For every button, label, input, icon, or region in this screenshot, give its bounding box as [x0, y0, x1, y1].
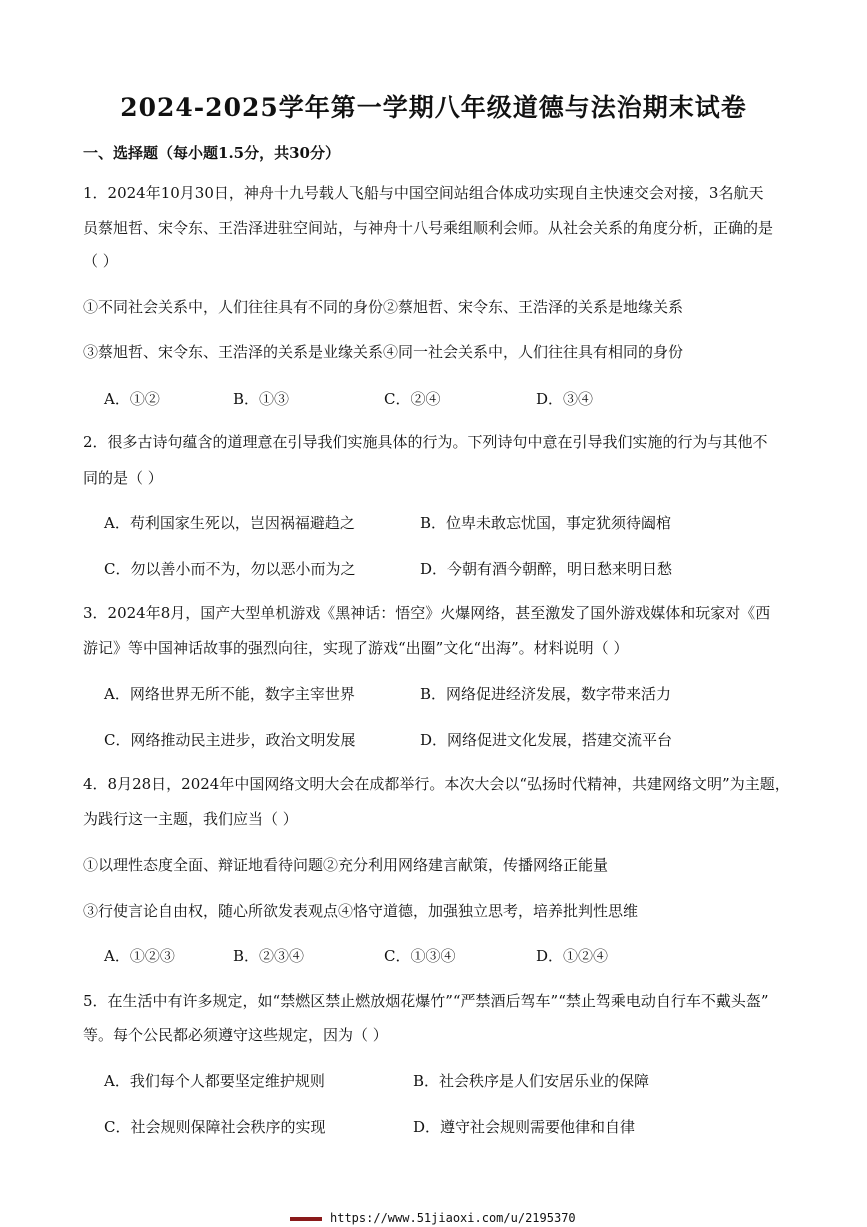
q5-text-line-2: 等。每个公民都必须遵守这些规定，因为（ ）	[83, 1026, 388, 1044]
q5-option-b[interactable]: B．社会秩序是人们安居乐业的保障	[413, 1072, 650, 1090]
q4-statement-1: ①以理性态度全面、辩证地看待问题②充分利用网络建言献策，传播网络正能量	[83, 856, 609, 874]
footer-url[interactable]: https://www.51jiaoxi.com/u/2195370	[330, 1211, 576, 1225]
q4-option-a[interactable]: A．①②③	[104, 947, 175, 965]
q4-text-line-1: 4．8月28日，2024年中国网络文明大会在成都举行。本次大会以“弘扬时代精神，共建网络文明”为主题，	[83, 775, 790, 793]
q5-text-line-1: 5．在生活中有许多规定，如“禁燃区禁止燃放烟花爆竹”“严禁酒后驾车”“禁止驾乘电动自行车不戴头盔”	[83, 992, 769, 1010]
q3-text-line-2: 游记》等中国神话故事的强烈向往，实现了游戏“出圈”文化“出海”。材料说明（ ）	[83, 639, 629, 657]
q2-text-line-2: 同的是（ ）	[83, 469, 163, 487]
q5-option-c[interactable]: C．社会规则保障社会秩序的实现	[104, 1118, 326, 1136]
q4-statement-2: ③行使言论自由权，随心所欲发表观点④恪守道德，加强独立思考，培养批判性思维	[83, 902, 639, 920]
q1-text-line-2: 员蔡旭哲、宋令东、王浩泽进驻空间站，与神舟十八号乘组顺利会师。从社会关系的角度分析，正确的是	[83, 219, 774, 237]
q3-option-d[interactable]: D．网络促进文化发展，搭建交流平台	[420, 731, 673, 749]
q2-option-d[interactable]: D．今朝有酒今朝醉，明日愁来明日愁	[420, 560, 673, 578]
q3-text-line-1: 3．2024年8月，国产大型单机游戏《黑神话：悟空》火爆网络，甚至激发了国外游戏媒体和玩家对《西	[83, 604, 771, 622]
q2-text-line-1: 2．很多古诗句蕴含的道理意在引导我们实施具体的行为。下列诗句中意在引导我们实施的行为与其他不	[83, 433, 768, 451]
q1-text-line-1: 1．2024年10月30日，神舟十九号载人飞船与中国空间站组合体成功实现自主快速交会对接，3名航天	[83, 184, 764, 202]
q3-option-a[interactable]: A．网络世界无所不能，数字主宰世界	[104, 685, 355, 703]
q1-option-a[interactable]: A．①②	[104, 390, 160, 408]
q2-option-c[interactable]: C．勿以善小而不为，勿以恶小而为之	[104, 560, 356, 578]
q2-option-a[interactable]: A．苟利国家生死以，岂因祸福避趋之	[104, 514, 355, 532]
q1-option-d[interactable]: D．③④	[536, 390, 594, 408]
q4-text-line-2: 为践行这一主题，我们应当（ ）	[83, 810, 298, 828]
q4-option-d[interactable]: D．①②④	[536, 947, 609, 965]
q4-option-b[interactable]: B．②③④	[233, 947, 305, 965]
q1-text-line-3: （ ）	[83, 252, 118, 270]
footer-watermark	[290, 1211, 576, 1225]
exam-title: 2024-2025学年第一学期八年级道德与法治期末试卷	[120, 93, 747, 122]
q5-option-d[interactable]: D．遵守社会规则需要他律和自律	[413, 1118, 636, 1136]
q1-option-c[interactable]: C．②④	[384, 390, 441, 408]
q1-statement-1: ①不同社会关系中，人们往往具有不同的身份②蔡旭哲、宋令东、王浩泽的关系是地缘关系	[83, 298, 684, 316]
section-heading: 一、选择题（每小题1.5分，共30分）	[83, 144, 340, 162]
q1-option-b[interactable]: B．①③	[233, 390, 290, 408]
q3-option-b[interactable]: B．网络促进经济发展，数字带来活力	[420, 685, 672, 703]
q3-option-c[interactable]: C．网络推动民主进步，政治文明发展	[104, 731, 356, 749]
q1-statement-2: ③蔡旭哲、宋令东、王浩泽的关系是业缘关系④同一社会关系中，人们往往具有相同的身份	[83, 343, 684, 361]
q5-option-a[interactable]: A．我们每个人都要坚定维护规则	[104, 1072, 325, 1090]
watermark-logo-icon	[290, 1217, 322, 1221]
q4-option-c[interactable]: C．①③④	[384, 947, 456, 965]
q2-option-b[interactable]: B．位卑未敢忘忧国，事定犹须待阖棺	[420, 514, 672, 532]
